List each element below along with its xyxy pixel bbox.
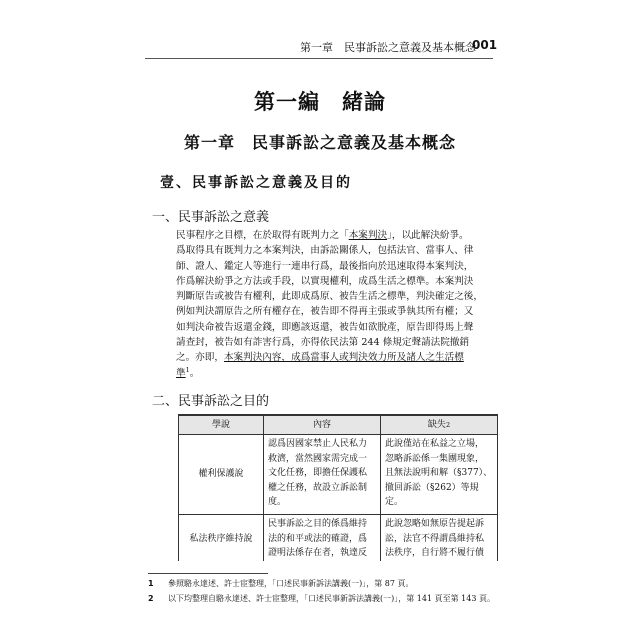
table-header-content: 內容 [263, 415, 381, 435]
table-row-theory: 私法秩序維持說 [178, 514, 264, 561]
subsection-heading-purpose: 二、民事訴訟之目的 [152, 394, 270, 409]
para-line: 師、證人、鑑定人等進行一連串行爲，最後指向於迅速取得本案判決， [176, 260, 474, 272]
table-cell-defect: 此說忽略如無原告提起訴 訟，法官不得謂爲維持私 法秩序，自行將不履行債 [380, 514, 498, 561]
table-cell-defect: 此說僅站在私益之立場， 忽略訴訟係一集團現象， 且無法說明和解（§377）、 撤回訴訟（§262）等規 定。 [380, 434, 498, 515]
section-heading: 壹、民事訴訟之意義及目的 [160, 175, 352, 191]
footnote-ref-1: 1 [185, 365, 190, 374]
para-line: 準$^1$。 [176, 365, 200, 379]
running-header-title: 第一章 民事訴訟之意義及基本概念 [300, 41, 476, 54]
table-header-theory: 學說 [178, 415, 264, 435]
header-rule [145, 58, 493, 59]
table-row-theory: 權利保護說 [178, 434, 264, 515]
para-line: 之。亦即，本案判決內容，成爲當事人或判決效力所及諸人之生活標 [176, 352, 464, 364]
footnote-1: 1 參照駱永達述、許士宦整理，「口述民事新訴法講義(一)」，第 87 頁。 [148, 579, 414, 588]
part-title: 第一編 緒論 [254, 90, 386, 114]
emphasis-underline: 本案判決 [348, 230, 388, 241]
emphasis-underline: 本案判決內容，成爲當事人或判決效力所及諸人之生活標 [223, 352, 464, 364]
table-cell-content: 民事訴訟之目的係爲維持 法的和平或法的確證，爲 證明法係存在者，執達反 [263, 514, 381, 561]
table-cell-content: 認爲因國家禁止人民私力 救濟，當然國家需完成一 文化任務，即擔任保護私 權之任務，故設立訴訟制 度。 [263, 434, 381, 515]
para-line: 作爲解決紛爭之方法或手段，以實現權利，成爲生活之標準。本案判決 [176, 275, 474, 287]
para-line: 請查封，被告如有詐害行爲，亦得依民法第 244 條規定聲請法院撤銷 [176, 337, 470, 349]
para-line: 爲取得具有既判力之本案判決，由訴訟關係人，包括法官、當事人、律 [176, 245, 474, 257]
para-line: 如判決命被告返還金錢，即應該返還，被告如欲脫產，原告即得馬上聲 [176, 321, 474, 333]
para-line: 例如判決謂原告之所有權存在，被告即不得再主張或爭執其所有權；又 [176, 306, 474, 318]
subsection-heading-meaning: 一、民事訴訟之意義 [152, 210, 270, 225]
para-line: 判斷原告或被告有權利，此即成爲原、被告生活之標準，判決確定之後， [176, 291, 483, 303]
page-number: 001 [472, 38, 498, 52]
body-paragraph [176, 228, 498, 381]
table-header-defect: 缺失 2 [380, 415, 498, 435]
chapter-title: 第一章 民事訴訟之意義及基本概念 [183, 133, 456, 152]
theory-table [178, 414, 498, 561]
footnote-rule [148, 573, 268, 574]
footnote-2: 2 以下均整理自駱永達述、許士宦整理，「口述民事新訴法講義(一)」，第 141 頁至第 143 頁。 [148, 594, 495, 603]
para-line: 民事程序之目標，在於取得有既判力之「本案判決」，以此解決紛爭。 [176, 230, 469, 241]
running-header [300, 38, 500, 54]
